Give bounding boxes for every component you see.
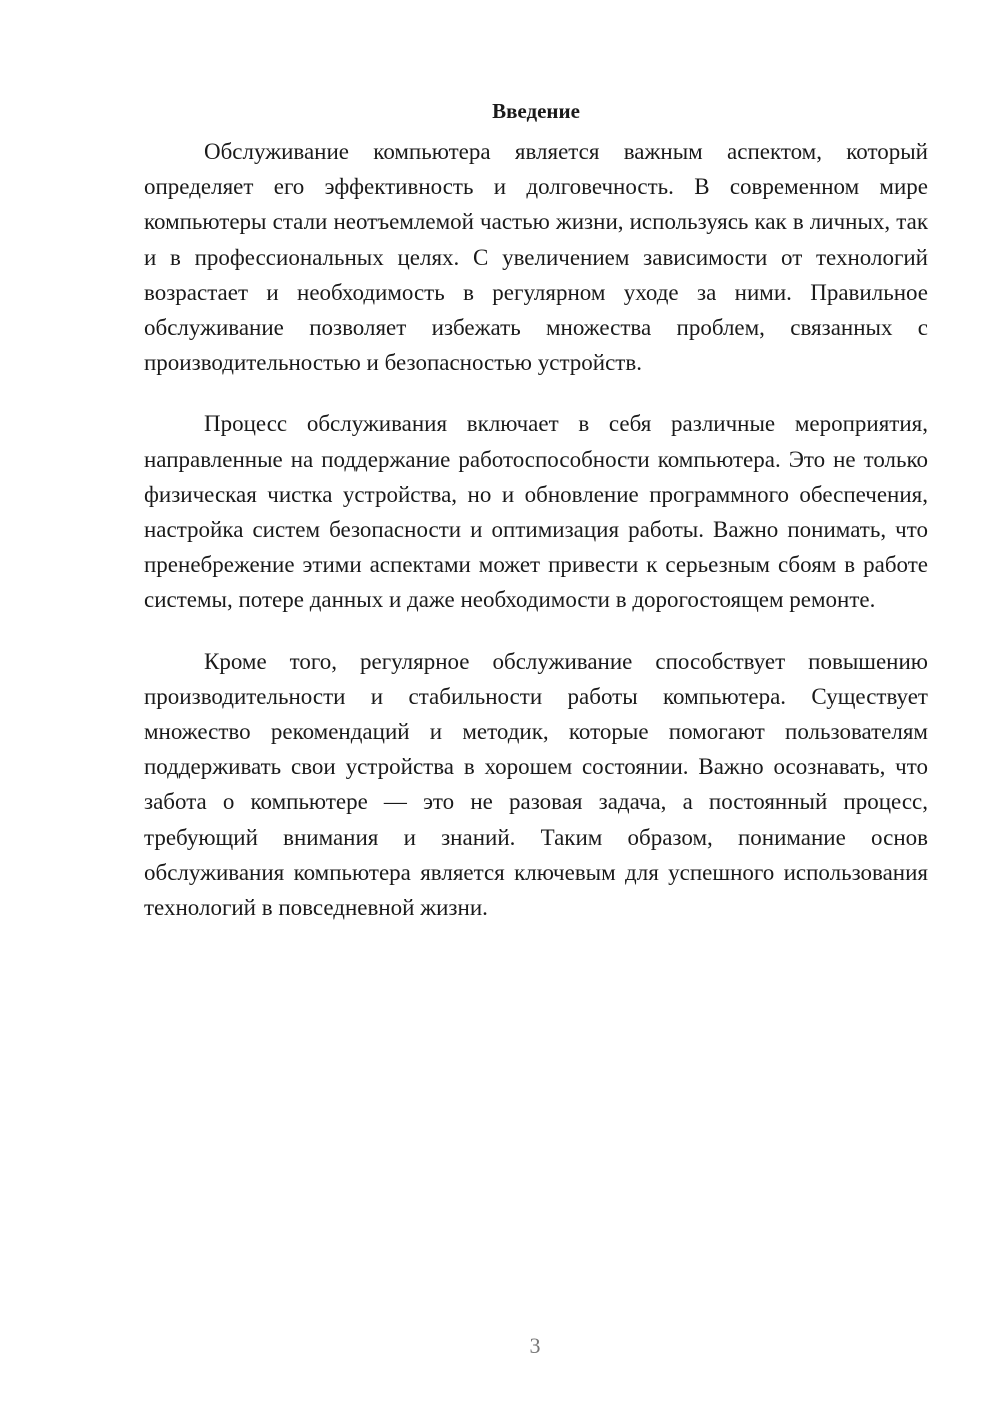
paragraph-3: Кроме того, регулярное обслуживание способствует повышению производительности и стабильности работы компьютера. Существует множество рекомендаций и методик, которые помогают пользователям поддерживать свои устройства в хорошем состоянии. Важно осознавать, что забота о компьютере — это не разовая задача, а постоянный процесс, требующий внимания и знаний. Таким образом, понимание основ обслуживания компьютера является ключевым для успешного использования технологий в повседневной жизни. — [144, 648, 928, 921]
page-content — [144, 96, 928, 951]
paragraph-2: Процесс обслуживания включает в себя различные мероприятия, направленные на поддержание работоспособности компьютера. Это не только физическая чистка устройства, но и обновление программного обеспечения, настройка систем безопасности и оптимизация работы. Важно понимать, что пренебрежение этими аспектами может привести к серьезным сбоям в работе системы, потере данных и даже необходимости в дорогостоящем ремонте. — [144, 411, 928, 613]
paragraph-1: Обслуживание компьютера является важным аспектом, который определяет его эффективность и долговечность. В современном мире компьютеры стали неотъемлемой частью жизни, используясь как в личных, так и в профессиональных целях. С увеличением зависимости от технологий возрастает и необходимость в регулярном уходе за ними. Правильное обслуживание позволяет избежать множества проблем, связанных с производительностью и безопасностью устройств. — [144, 139, 928, 376]
section-heading: Введение — [492, 99, 580, 123]
page-number: 3 — [529, 1333, 541, 1358]
